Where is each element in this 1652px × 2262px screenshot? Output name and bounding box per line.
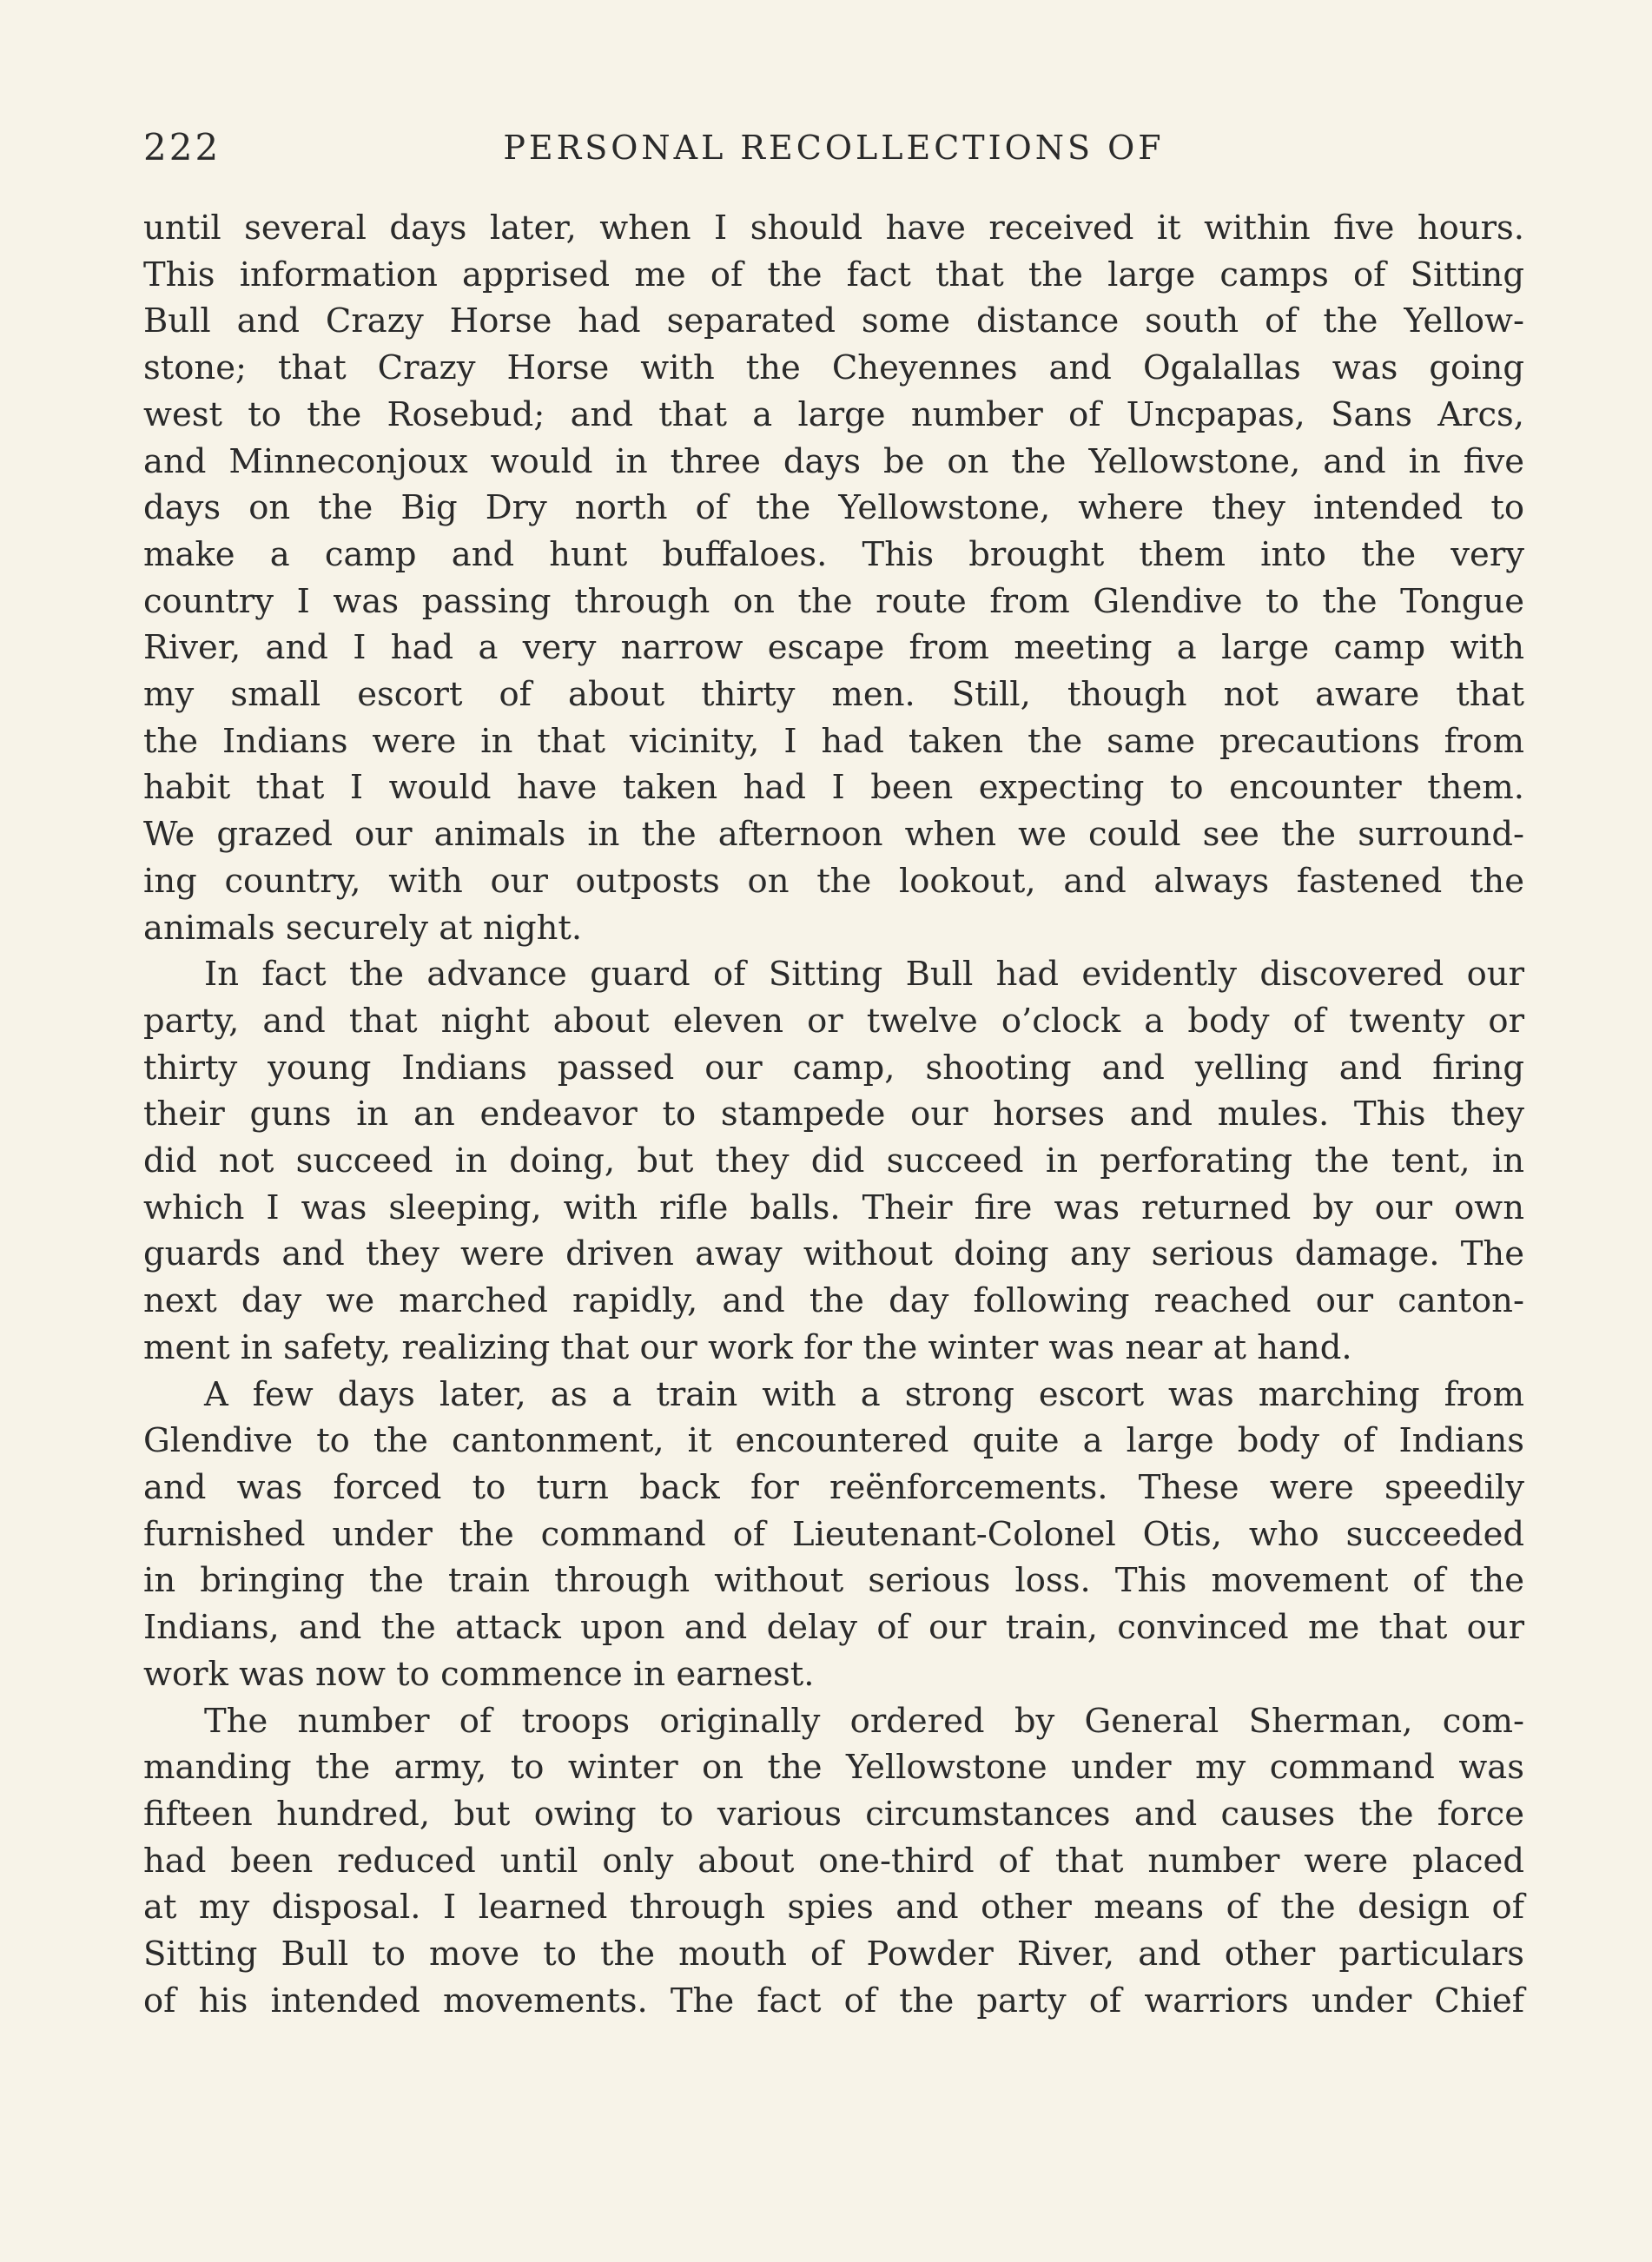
text-line: of his intended movements. The fact of the party of warriors under Chief (143, 1981, 1524, 2021)
paragraph (143, 1372, 1524, 1698)
text-line: Indians, and the attack upon and delay of our train, convinced me that our (143, 1608, 1524, 1648)
text-line: River, and I had a very narrow escape from meeting a large camp with (143, 628, 1524, 668)
text-line: ment in safety, realizing that our work for the winter was near at hand. (143, 1327, 1352, 1367)
text-line: the Indians were in that vicinity, I had taken the same precautions from (143, 721, 1524, 761)
text-line: ing country, with our outposts on the lookout, and always fastened the (143, 861, 1524, 901)
text-line: my small escort of about thirty men. Still, though not aware that (143, 675, 1524, 715)
text-line: thirty young Indians passed our camp, shooting and yelling and firing (143, 1048, 1524, 1088)
text-line: west to the Rosebud; and that a large number of Uncpapas, Sans Arcs, (143, 394, 1524, 434)
text-line: animals securely at night. (143, 908, 583, 948)
text-line: furnished under the command of Lieutenant-Colonel Otis, who succeeded (143, 1514, 1524, 1554)
paragraph (143, 1698, 1524, 2025)
text-line: manding the army, to winter on the Yellowstone under my command was (143, 1748, 1524, 1788)
text-line: and was forced to turn back for reënforcements. These were speedily (143, 1467, 1524, 1507)
running-title: PERSONAL RECOLLECTIONS OF (503, 129, 1165, 167)
text-line: habit that I would have taken had I been expecting to encounter them. (143, 768, 1524, 808)
text-line: make a camp and hunt buffaloes. This brought them into the very (143, 534, 1524, 574)
text-line: party, and that night about eleven or twelve o’clock a body of twenty or (143, 1001, 1524, 1041)
text-line: Sitting Bull to move to the mouth of Powder River, and other particulars (143, 1935, 1524, 1974)
text-line: and Minneconjoux would in three days be on the Yellowstone, and in five (143, 441, 1524, 481)
text-line: Bull and Crazy Horse had separated some distance south of the Yellow- (143, 301, 1524, 341)
text-line: next day we marched rapidly, and the day following reached our canton- (143, 1281, 1524, 1321)
text-line: country I was passing through on the route from Glendive to the Tongue (143, 581, 1524, 621)
running-head (143, 122, 1524, 174)
body-text (143, 205, 1524, 2024)
text-line: fifteen hundred, but owing to various circumstances and causes the force (143, 1794, 1524, 1834)
text-line: This information apprised me of the fact that the large camps of Sitting (143, 255, 1524, 294)
text-line: which I was sleeping, with rifle balls. Their fire was returned by our own (143, 1187, 1524, 1227)
text-line: The number of troops originally ordered by General Sherman, com- (204, 1701, 1524, 1741)
text-line: work was now to commence in earnest. (143, 1654, 815, 1694)
text-line: days on the Big Dry north of the Yellowstone, where they intended to (143, 488, 1524, 528)
text-line: had been reduced until only about one-third of that number were placed (143, 1841, 1524, 1881)
text-line: A few days later, as a train with a strong escort was marching from (204, 1374, 1524, 1414)
paragraph (143, 951, 1524, 1371)
text-line: their guns in an endeavor to stampede our horses and mules. This they (143, 1095, 1524, 1134)
text-line: guards and they were driven away without doing any serious damage. The (143, 1234, 1524, 1274)
text-line: until several days later, when I should have received it within five hours. (143, 208, 1524, 248)
text-line: in bringing the train through without serious loss. This movement of the (143, 1561, 1524, 1601)
paragraph (143, 205, 1524, 951)
text-line: We grazed our animals in the afternoon when we could see the surround- (143, 815, 1524, 855)
text-line: did not succeed in doing, but they did succeed in perforating the tent, in (143, 1141, 1524, 1181)
page-number: 222 (143, 126, 221, 169)
text-line: Glendive to the cantonment, it encountered quite a large body of Indians (143, 1421, 1524, 1461)
text-line: stone; that Crazy Horse with the Cheyennes and Ogalallas was going (143, 348, 1524, 388)
text-line: In fact the advance guard of Sitting Bull had evidently discovered our (204, 955, 1524, 995)
text-line: at my disposal. I learned through spies and other means of the design of (143, 1888, 1524, 1928)
